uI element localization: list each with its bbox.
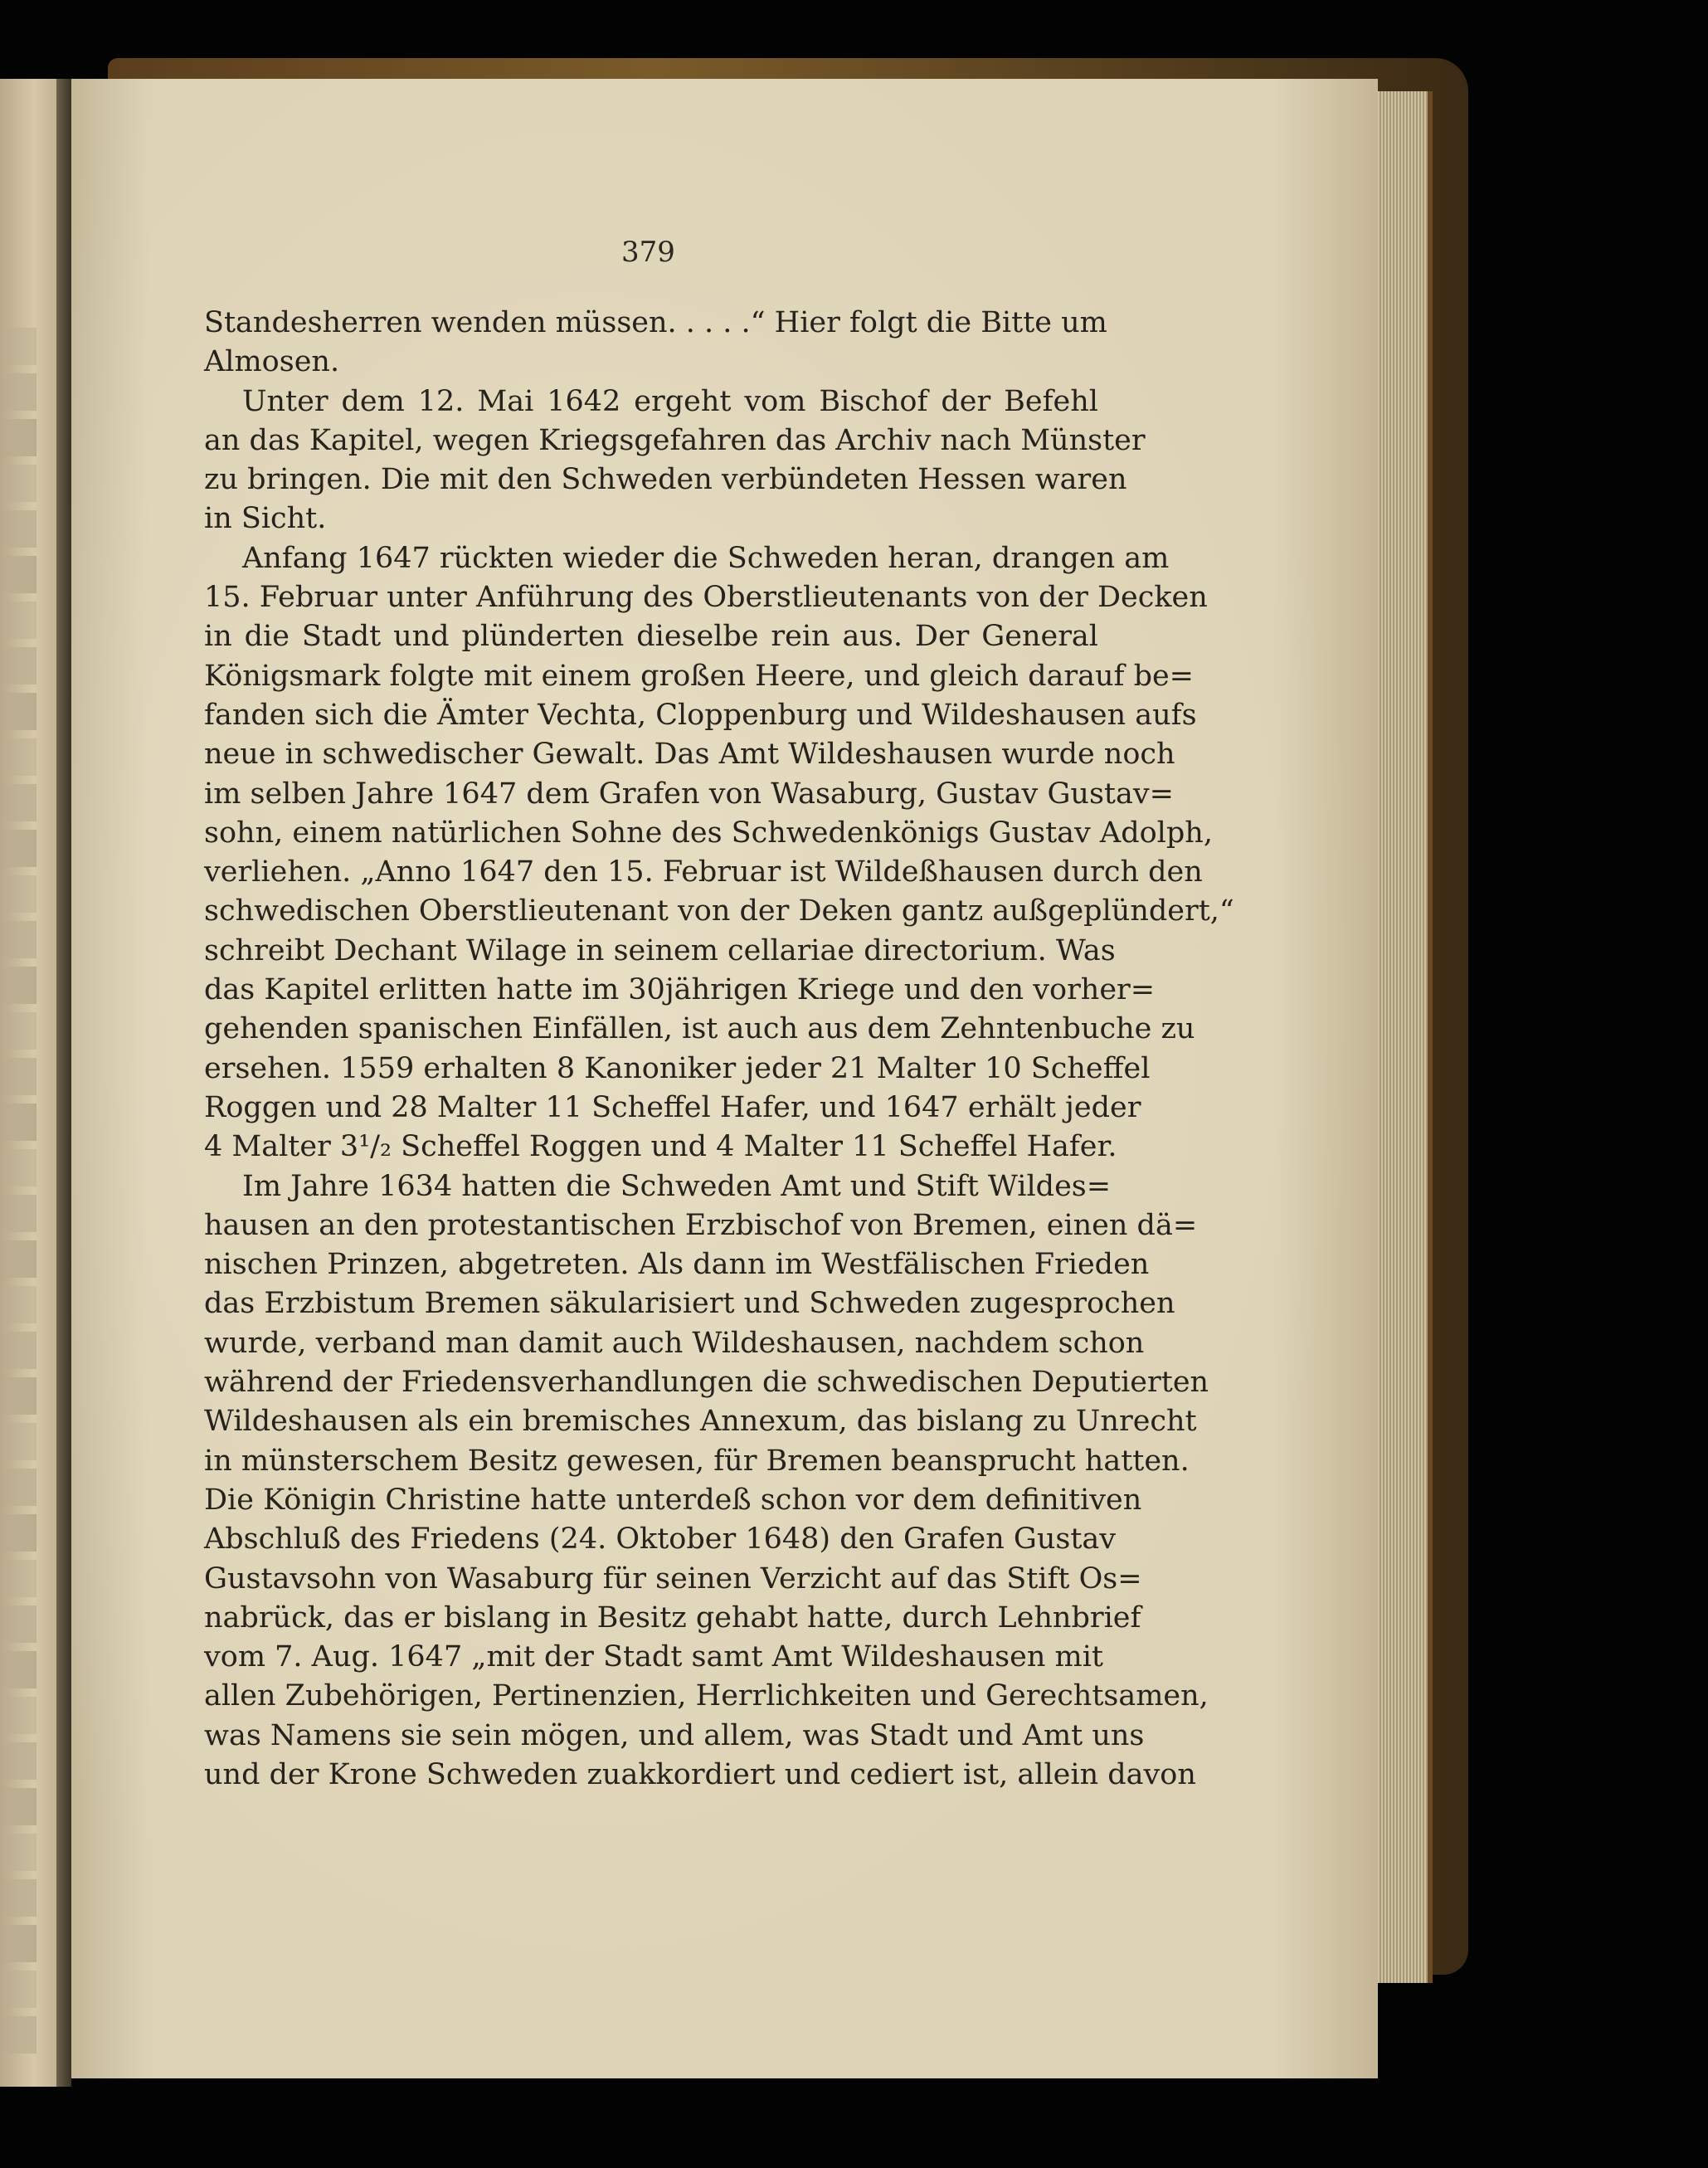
text-line: in die Stadt und plünderten dieselbe rein aus. Der General <box>204 620 1098 654</box>
text-line: an das Kapitel, wegen Kriegsgefahren das Archiv nach Münster <box>204 423 1146 457</box>
left-page-line-fragment <box>3 647 36 685</box>
left-page-line-fragment <box>3 1925 36 1962</box>
text-line: hausen an den protestantischen Erzbischof von Bremen, einen dä= <box>204 1208 1198 1242</box>
text-line: in münsterschem Besitz gewesen, für Bremen beansprucht hatten. <box>204 1444 1190 1478</box>
text-line: im selben Jahre 1647 dem Grafen von Wasaburg, Gustav Gustav= <box>204 777 1174 811</box>
left-page-line-fragment <box>3 1879 36 1917</box>
left-page-line-fragment <box>3 921 36 958</box>
text-line: zu bringen. Die mit den Schweden verbündeten Hessen waren <box>204 463 1127 497</box>
text-line: nabrück, das er bislang in Besitz gehabt hatte, durch Lehnbrief <box>204 1600 1141 1635</box>
left-page-line-fragment <box>3 328 36 365</box>
text-line: Anfang 1647 rückten wieder die Schweden heran, drangen am <box>242 541 1170 575</box>
left-page-line-fragment <box>3 1560 36 1597</box>
left-page-line-fragment <box>3 1651 36 1688</box>
left-page-line-fragment <box>3 1195 36 1232</box>
text-line: Unter dem 12. Mai 1642 ergeht vom Bischof der Befehl <box>242 384 1098 418</box>
text-line: Roggen und 28 Malter 11 Scheffel Hafer, und 1647 erhält jeder <box>204 1090 1141 1124</box>
left-page-line-fragment <box>3 1788 36 1825</box>
text-line: gehenden spanischen Einfällen, ist auch aus dem Zehntenbuche zu <box>204 1012 1195 1046</box>
text-line: wurde, verband man damit auch Wildeshausen, nachdem schon <box>204 1326 1145 1360</box>
text-line: fanden sich die Ämter Vechta, Cloppenburg und Wildeshausen aufs <box>204 698 1197 732</box>
text-line: schreibt Dechant Wilage in seinem cellariae directorium. Was <box>204 933 1116 967</box>
left-page-line-fragment <box>3 419 36 456</box>
text-line: und der Krone Schweden zuakkordiert und cediert ist, allein davon <box>204 1757 1196 1791</box>
text-line: Gustavsohn von Wasaburg für seinen Verzicht auf das Stift Os= <box>204 1561 1142 1596</box>
left-page-line-fragment <box>3 738 36 776</box>
text-line: vom 7. Aug. 1647 „mit der Stadt samt Amt Wildeshausen mit <box>204 1640 1103 1674</box>
left-page-line-fragment <box>3 1423 36 1460</box>
left-page-line-fragment <box>3 2016 36 2054</box>
left-page-line-fragment <box>3 1286 36 1323</box>
left-page-line-fragment <box>3 1834 36 1871</box>
text-line: Almosen. <box>204 345 340 379</box>
text-line: schwedischen Oberstlieutenant von der Deken gantz außgeplündert,“ <box>204 894 1234 928</box>
book-gutter <box>56 79 71 2087</box>
left-page-line-fragment <box>3 1240 36 1278</box>
left-page-line-fragment <box>3 602 36 639</box>
text-line: in Sicht. <box>204 502 327 536</box>
left-page-text-remnants <box>3 328 45 2029</box>
left-page-line-fragment <box>3 1377 36 1415</box>
text-line: allen Zubehörigen, Pertinenzien, Herrlichkeiten und Gerechtsamen, <box>204 1679 1209 1713</box>
text-line: das Erzbistum Bremen säkularisiert und Schweden zugesprochen <box>204 1287 1175 1321</box>
left-page-line-fragment <box>3 967 36 1004</box>
text-line: Abschluß des Friedens (24. Oktober 1648) den Grafen Gustav <box>204 1522 1117 1557</box>
left-page-line-fragment <box>3 1469 36 1506</box>
text-line: Wildeshausen als ein bremisches Annexum, das bislang zu Unrecht <box>204 1405 1197 1439</box>
text-line: 4 Malter 3¹/₂ Scheffel Roggen und 4 Malter 11 Scheffel Hafer. <box>204 1130 1117 1164</box>
left-page-line-fragment <box>3 556 36 593</box>
left-page-line-fragment <box>3 1514 36 1552</box>
text-line: nischen Prinzen, abgetreten. Als dann im Westfälischen Frieden <box>204 1248 1150 1282</box>
text-line: 15. Februar unter Anführung des Oberstlieutenants von der Decken <box>204 581 1208 615</box>
left-page-line-fragment <box>3 784 36 821</box>
text-line: was Namens sie sein mögen, und allem, was Stadt und Amt uns <box>204 1718 1145 1752</box>
left-page-line-fragment <box>3 1605 36 1643</box>
body-text <box>204 304 1234 1795</box>
text-line: Standesherren wenden müssen. . . . .“ Hier folgt die Bitte um <box>204 306 1107 339</box>
text-line: das Kapitel erlitten hatte im 30jährigen Kriege und den vorher= <box>204 973 1156 1007</box>
text-line: Im Jahre 1634 hatten die Schweden Amt und Stift Wildes= <box>242 1169 1112 1203</box>
text-line: während der Friedensverhandlungen die schwedischen Deputierten <box>204 1366 1209 1400</box>
page-block-edges <box>1378 91 1433 1983</box>
left-page-line-fragment <box>3 1971 36 2008</box>
left-page-line-fragment <box>3 1697 36 1734</box>
left-page-line-fragment <box>3 875 36 913</box>
left-page-line-fragment <box>3 510 36 548</box>
left-page-line-fragment <box>3 1012 36 1050</box>
left-page-edge <box>0 79 59 2087</box>
text-line: sohn, einem natürlichen Sohne des Schwedenkönigs Gustav Adolph, <box>204 816 1213 850</box>
left-page-line-fragment <box>3 693 36 730</box>
text-line: verliehen. „Anno 1647 den 15. Februar ist Wildeßhausen durch den <box>204 855 1203 889</box>
left-page-line-fragment <box>3 1332 36 1369</box>
left-page-line-fragment <box>3 373 36 411</box>
left-page-line-fragment <box>3 1058 36 1095</box>
left-page-line-fragment <box>3 465 36 502</box>
text-line: neue in schwedischer Gewalt. Das Amt Wildeshausen wurde noch <box>204 738 1175 772</box>
text-line: Königsmark folgte mit einem großen Heere, und gleich darauf be= <box>204 659 1195 693</box>
text-line: Die Königin Christine hatte unterdeß schon vor dem definitiven <box>204 1483 1142 1517</box>
left-page-line-fragment <box>3 1742 36 1780</box>
page-number: 379 <box>621 236 675 269</box>
text-line: ersehen. 1559 erhalten 8 Kanoniker jeder 21 Malter 10 Scheffel <box>204 1051 1151 1085</box>
left-page-line-fragment <box>3 830 36 867</box>
left-page-line-fragment <box>3 1103 36 1141</box>
left-page-line-fragment <box>3 1149 36 1186</box>
